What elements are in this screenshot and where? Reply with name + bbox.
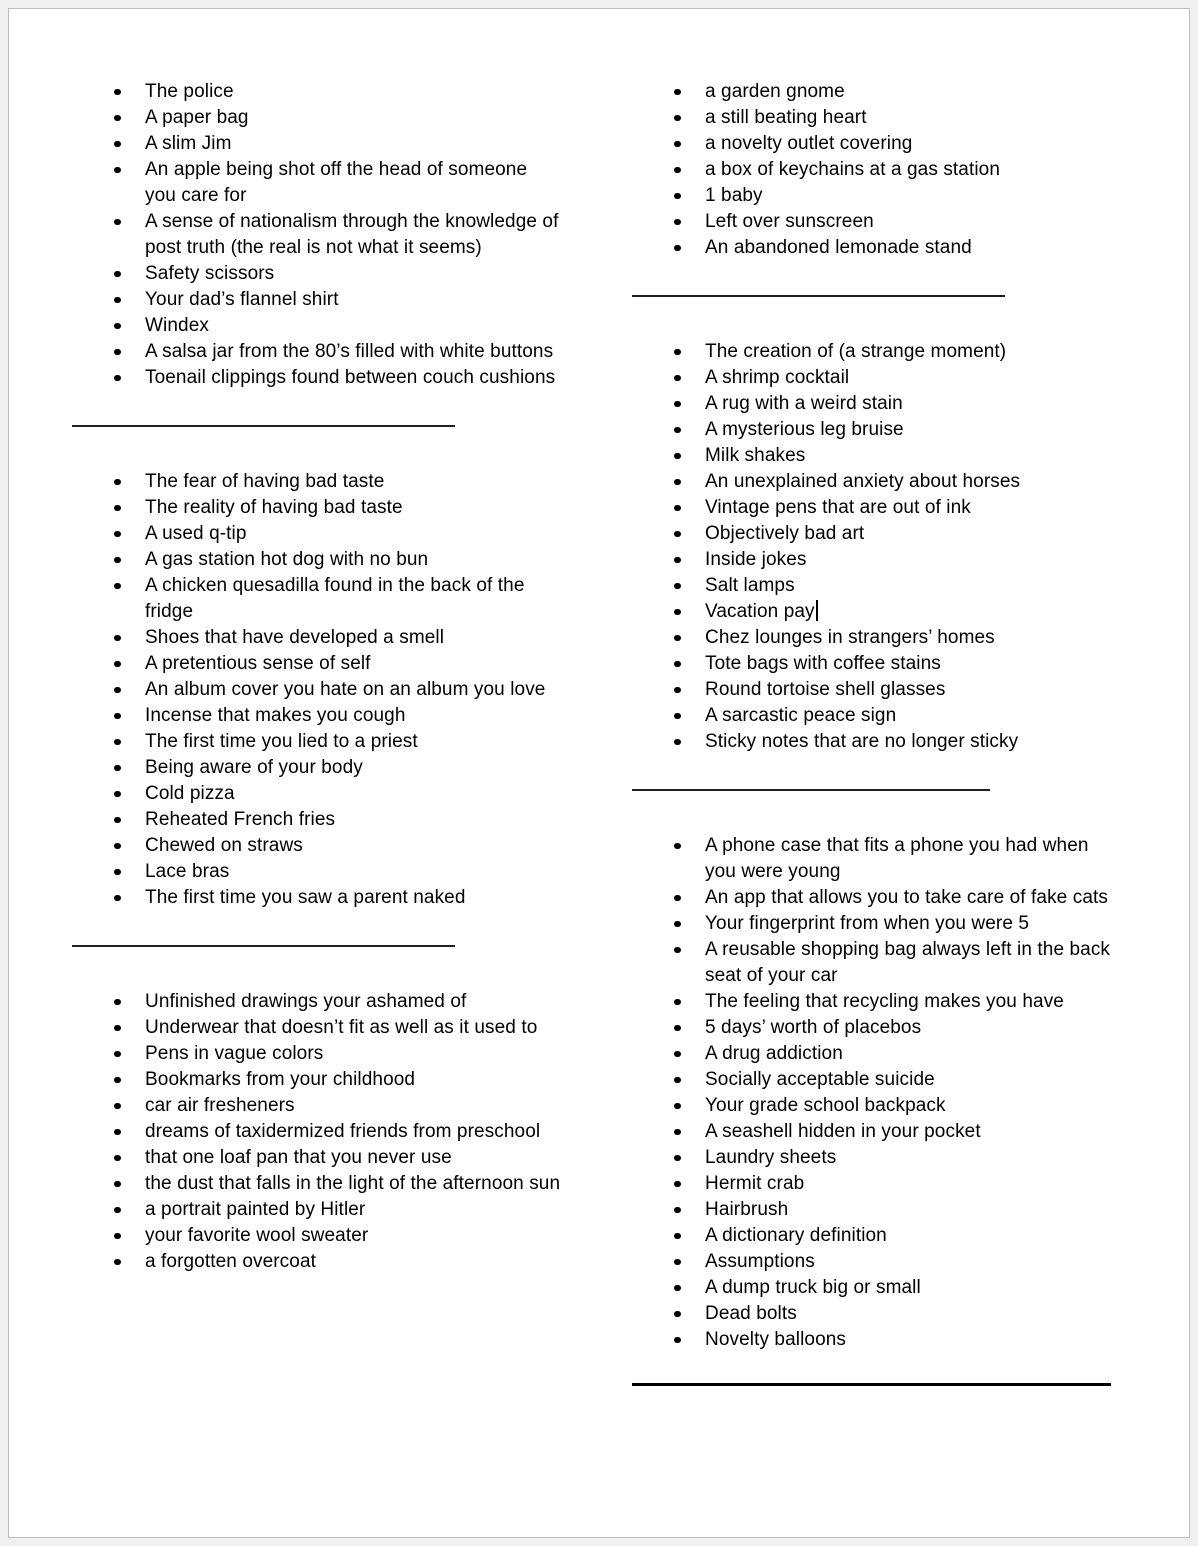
list-item[interactable]	[673, 183, 1112, 209]
list-item-text: Lace bras	[145, 861, 230, 882]
list-item[interactable]	[113, 105, 561, 131]
list-item[interactable]	[673, 1171, 1112, 1197]
list-item[interactable]	[113, 989, 561, 1015]
list-item-text: A salsa jar from the 80’s filled with white buttons	[145, 341, 554, 362]
list-item[interactable]	[113, 547, 561, 573]
bullet-list	[673, 339, 1112, 755]
list-item[interactable]	[673, 1275, 1112, 1301]
list-item-text: Objectively bad art	[705, 523, 865, 544]
list-item[interactable]	[673, 911, 1112, 937]
list-item[interactable]	[113, 339, 561, 365]
list-item-text: Cold pizza	[145, 783, 235, 804]
list-item[interactable]	[673, 729, 1112, 755]
divider-line[interactable]	[632, 1383, 1111, 1386]
list-item-text: The police	[145, 81, 234, 102]
list-item[interactable]	[673, 235, 1112, 261]
list-item[interactable]	[113, 313, 561, 339]
list-item-text: Novelty balloons	[705, 1329, 847, 1350]
list-item[interactable]	[673, 833, 1112, 885]
list-item[interactable]	[113, 469, 561, 495]
list-item[interactable]	[673, 937, 1112, 989]
list-item-text: Underwear that doesn’t fit as well as it used to	[145, 1017, 538, 1038]
list-item[interactable]	[113, 1223, 561, 1249]
list-item[interactable]	[113, 1041, 561, 1067]
list-item[interactable]	[113, 495, 561, 521]
divider-line[interactable]	[72, 425, 455, 427]
list-item[interactable]	[113, 157, 561, 209]
list-item[interactable]	[113, 1249, 561, 1275]
list-item[interactable]	[673, 521, 1112, 547]
list-item-text: A pretentious sense of self	[145, 653, 371, 674]
list-item[interactable]	[673, 105, 1112, 131]
list-item-text: Round tortoise shell glasses	[705, 679, 946, 700]
list-item-text: Dead bolts	[705, 1303, 797, 1324]
right-column	[632, 79, 1112, 1428]
list-item[interactable]	[673, 495, 1112, 521]
list-item-text: 5 days’ worth of placebos	[705, 1017, 922, 1038]
list-item[interactable]	[673, 651, 1112, 677]
left-column	[72, 79, 561, 1428]
list-item[interactable]	[673, 1145, 1112, 1171]
list-item-text: A slim Jim	[145, 133, 232, 154]
list-item[interactable]	[113, 755, 561, 781]
list-item-text: Vacation pay	[705, 601, 815, 622]
list-item-text: Inside jokes	[705, 549, 807, 570]
list-item-text: An abandoned lemonade stand	[705, 237, 972, 258]
list-item-text: Chewed on straws	[145, 835, 303, 856]
list-item[interactable]	[113, 261, 561, 287]
list-item-text: a garden gnome	[705, 81, 845, 102]
list-item[interactable]	[673, 885, 1112, 911]
list-item[interactable]	[113, 209, 561, 261]
list-item-text: Hairbrush	[705, 1199, 789, 1220]
bullet-list	[113, 469, 561, 911]
list-item-text: A used q-tip	[145, 523, 247, 544]
list-item[interactable]	[673, 1197, 1112, 1223]
list-item[interactable]	[113, 365, 561, 391]
list-item-text: A phone case that fits a phone you had when you were young	[705, 835, 1089, 882]
divider-line[interactable]	[632, 789, 990, 791]
list-item[interactable]	[113, 833, 561, 859]
list-item[interactable]	[673, 339, 1112, 365]
list-item[interactable]	[673, 157, 1112, 183]
list-item[interactable]	[113, 1067, 561, 1093]
list-item-text: Shoes that have developed a smell	[145, 627, 445, 648]
list-item-text: Vintage pens that are out of ink	[705, 497, 971, 518]
list-item-text: Your fingerprint from when you were 5	[705, 913, 1030, 934]
list-item-text: Bookmarks from your childhood	[145, 1069, 416, 1090]
list-item[interactable]	[673, 131, 1112, 157]
list-item-text: Hermit crab	[705, 1173, 805, 1194]
list-item-text: A mysterious leg bruise	[705, 419, 904, 440]
list-item-text: car air fresheners	[145, 1095, 295, 1116]
list-item-text: Your dad’s flannel shirt	[145, 289, 339, 310]
list-item-text: dreams of taxidermized friends from preschool	[145, 1121, 541, 1142]
list-item[interactable]	[113, 885, 561, 911]
list-item-text: a still beating heart	[705, 107, 867, 128]
list-item-text: Safety scissors	[145, 263, 275, 284]
list-item[interactable]	[113, 131, 561, 157]
list-item[interactable]	[673, 469, 1112, 495]
list-item-text: A shrimp cocktail	[705, 367, 850, 388]
list-item[interactable]	[673, 209, 1112, 235]
list-item-text: a forgotten overcoat	[145, 1251, 316, 1272]
list-item[interactable]	[673, 547, 1112, 573]
list-item-text: Left over sunscreen	[705, 211, 874, 232]
bullet-list	[113, 989, 561, 1275]
list-item[interactable]	[673, 417, 1112, 443]
document-page	[8, 8, 1190, 1538]
list-item-text: Sticky notes that are no longer sticky	[705, 731, 1019, 752]
list-item[interactable]	[113, 677, 561, 703]
list-item-text: An apple being shot off the head of someone you care for	[145, 159, 528, 206]
list-item-text: a portrait painted by Hitler	[145, 1199, 366, 1220]
list-item[interactable]	[113, 1015, 561, 1041]
list-item[interactable]	[673, 1249, 1112, 1275]
list-item-text: The feeling that recycling makes you have	[705, 991, 1064, 1012]
list-item[interactable]	[673, 1041, 1112, 1067]
list-item[interactable]	[673, 1119, 1112, 1145]
list-item[interactable]	[673, 443, 1112, 469]
list-item[interactable]	[673, 1067, 1112, 1093]
list-item[interactable]	[673, 79, 1112, 105]
list-item[interactable]	[673, 703, 1112, 729]
list-item[interactable]	[113, 573, 561, 625]
list-item[interactable]	[673, 989, 1112, 1015]
list-item-text: a box of keychains at a gas station	[705, 159, 1001, 180]
text-cursor	[816, 600, 818, 621]
list-item[interactable]	[113, 79, 561, 105]
list-item[interactable]	[673, 1223, 1112, 1249]
list-item-text: a novelty outlet covering	[705, 133, 913, 154]
list-item-text: Laundry sheets	[705, 1147, 837, 1168]
list-item-text: A rug with a weird stain	[705, 393, 903, 414]
divider-line[interactable]	[632, 295, 1005, 297]
list-item[interactable]	[673, 573, 1112, 599]
list-item-text: An app that allows you to take care of fake cats	[705, 887, 1108, 908]
list-item-text: A paper bag	[145, 107, 249, 128]
list-item-text: A sarcastic peace sign	[705, 705, 897, 726]
list-item-text: the dust that falls in the light of the afternoon sun	[145, 1173, 561, 1194]
list-item-text: A dictionary definition	[705, 1225, 887, 1246]
list-item-text: Unfinished drawings your ashamed of	[145, 991, 467, 1012]
list-item-text: Reheated French fries	[145, 809, 336, 830]
list-item[interactable]	[673, 1093, 1112, 1119]
list-item[interactable]	[673, 1015, 1112, 1041]
list-item-text: Tote bags with coffee stains	[705, 653, 941, 674]
list-item-text: The creation of (a strange moment)	[705, 341, 1007, 362]
list-item[interactable]	[113, 521, 561, 547]
list-item[interactable]	[113, 781, 561, 807]
list-item-text: A gas station hot dog with no bun	[145, 549, 429, 570]
bullet-list	[113, 79, 561, 391]
list-item-text: Being aware of your body	[145, 757, 363, 778]
list-item-text: The first time you lied to a priest	[145, 731, 418, 752]
list-item[interactable]	[113, 651, 561, 677]
list-item-text: Socially acceptable suicide	[705, 1069, 935, 1090]
list-item-text: that one loaf pan that you never use	[145, 1147, 452, 1168]
list-item-text: your favorite wool sweater	[145, 1225, 369, 1246]
list-item[interactable]	[113, 703, 561, 729]
bullet-list	[673, 833, 1112, 1353]
list-item-text: Toenail clippings found between couch cushions	[145, 367, 556, 388]
list-item-text: 1 baby	[705, 185, 763, 206]
list-item-text: The fear of having bad taste	[145, 471, 385, 492]
list-item-text: Windex	[145, 315, 209, 336]
list-item[interactable]	[113, 1197, 561, 1223]
list-item-text: Chez lounges in strangers’ homes	[705, 627, 995, 648]
list-item-text: Milk shakes	[705, 445, 806, 466]
bullet-list	[673, 79, 1112, 261]
list-item[interactable]	[113, 1093, 561, 1119]
list-item-text: Your grade school backpack	[705, 1095, 946, 1116]
list-item[interactable]	[673, 365, 1112, 391]
list-item-text: A drug addiction	[705, 1043, 843, 1064]
list-item-text: A reusable shopping bag always left in the back seat of your car	[705, 939, 1111, 986]
list-item[interactable]	[673, 677, 1112, 703]
list-item[interactable]	[673, 599, 1112, 625]
list-item[interactable]	[673, 1327, 1112, 1353]
list-item[interactable]	[113, 625, 561, 651]
list-item[interactable]	[113, 1119, 561, 1145]
list-item-text: Salt lamps	[705, 575, 795, 596]
list-item-text: The reality of having bad taste	[145, 497, 403, 518]
document-columns	[9, 9, 1189, 1428]
list-item[interactable]	[113, 859, 561, 885]
list-item[interactable]	[673, 625, 1112, 651]
list-item-text: A dump truck big or small	[705, 1277, 921, 1298]
list-item[interactable]	[113, 1145, 561, 1171]
list-item[interactable]	[113, 807, 561, 833]
list-item-text: A seashell hidden in your pocket	[705, 1121, 981, 1142]
list-item[interactable]	[113, 729, 561, 755]
list-item-text: An album cover you hate on an album you love	[145, 679, 546, 700]
list-item-text: A chicken quesadilla found in the back of the fridge	[145, 575, 525, 622]
list-item-text: Pens in vague colors	[145, 1043, 324, 1064]
list-item-text: A sense of nationalism through the knowledge of post truth (the real is not what it seems)	[145, 211, 559, 258]
divider-line[interactable]	[72, 945, 455, 947]
list-item[interactable]	[113, 1171, 561, 1197]
list-item-text: The first time you saw a parent naked	[145, 887, 466, 908]
list-item-text: Assumptions	[705, 1251, 815, 1272]
list-item-text: Incense that makes you cough	[145, 705, 406, 726]
list-item[interactable]	[113, 287, 561, 313]
list-item[interactable]	[673, 1301, 1112, 1327]
list-item-text: An unexplained anxiety about horses	[705, 471, 1021, 492]
list-item[interactable]	[673, 391, 1112, 417]
